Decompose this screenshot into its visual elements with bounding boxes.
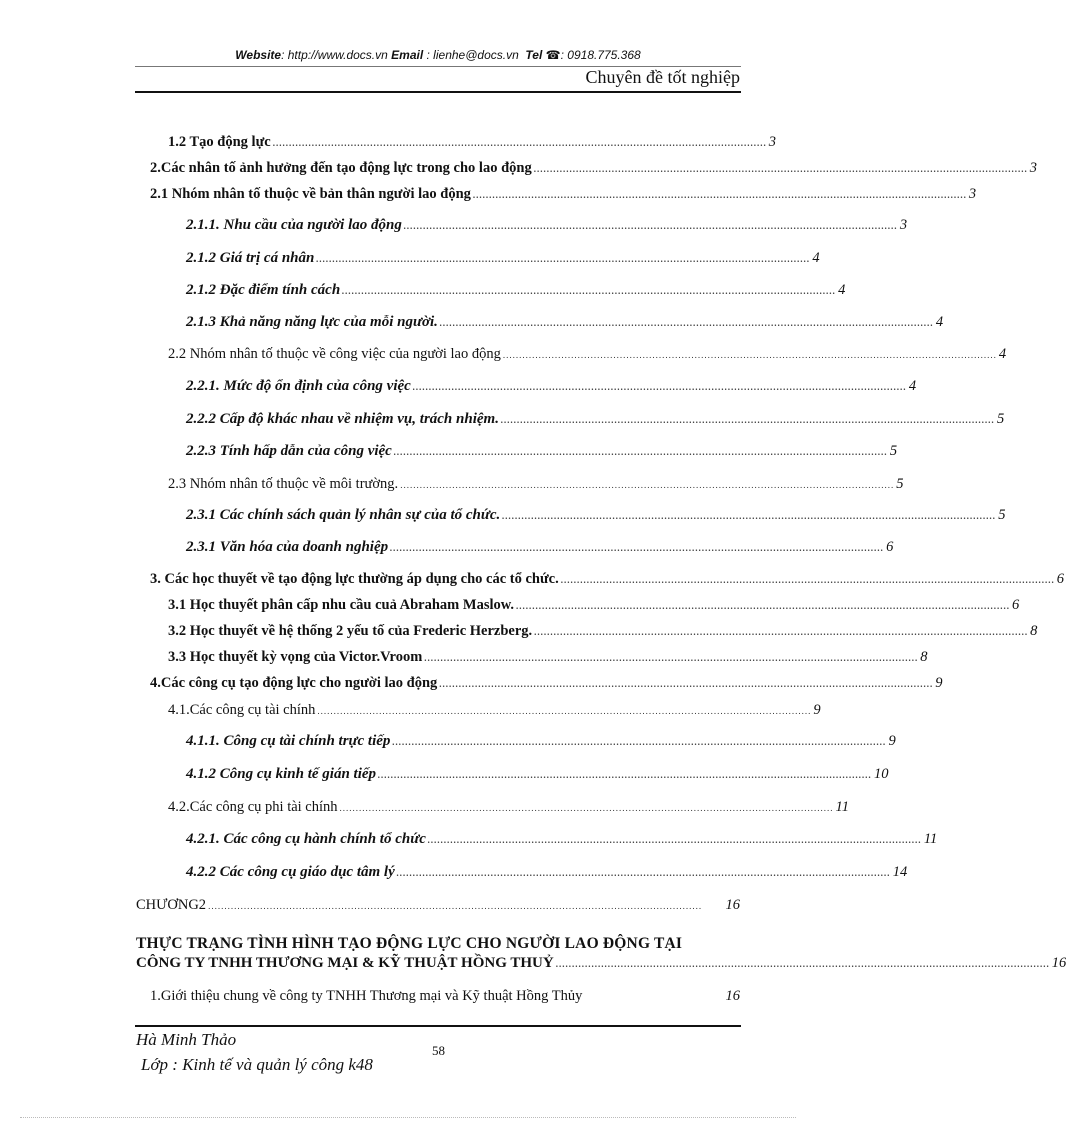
- toc-entry: 2.Các nhân tố ảnh hưởng đến tạo động lực trong cho lao động ........................................................................................................................................................ 3: [150, 160, 1037, 176]
- toc-entry: 2.3.1 Văn hóa của doanh nghiệp ........................................................................................................................................................ 6: [186, 539, 894, 555]
- toc-entry: 4.1.2 Công cụ kinh tế gián tiếp ........................................................................................................................................................ 10: [186, 766, 889, 782]
- toc-entry: 2.2.2 Cấp độ khác nhau về nhiệm vụ, trách nhiệm. ........................................................................................................................................................ 5: [186, 411, 1005, 427]
- toc-entry: 2.3 Nhóm nhân tố thuộc về môi trường. ........................................................................................................................................................ 5: [168, 476, 904, 492]
- tel-value: : 0918.775.368: [560, 48, 641, 62]
- toc-entry: 1.2 Tạo động lực ........................................................................................................................................................ 3: [168, 134, 776, 150]
- toc-entry: 2.1.2 Giá trị cá nhân ........................................................................................................................................................ 4: [186, 250, 820, 266]
- document-title: Chuyên đề tốt nghiệp: [585, 67, 740, 87]
- email-label: Email: [391, 48, 424, 62]
- chapter-title: [136, 930, 740, 958]
- toc-entry: 2.3.1 Các chính sách quản lý nhân sự của tổ chức. ........................................................................................................................................................ 5: [186, 507, 1006, 523]
- class-line: Lớp : Kinh tế và quản lý công k48: [141, 1055, 373, 1074]
- page-edge: [20, 1117, 796, 1118]
- toc-entry: CHƯƠNG2 ........................................................................................................................................................ 16: [136, 897, 740, 913]
- toc-entry: 4.1.Các công cụ tài chính ........................................................................................................................................................ 9: [168, 702, 821, 718]
- website-label: Website: [235, 48, 282, 62]
- toc-entry: 2.2 Nhóm nhân tố thuộc về công việc của người lao động ........................................................................................................................................................ 4: [168, 346, 1007, 362]
- toc-entry: 4.Các công cụ tạo động lực cho người lao động ........................................................................................................................................................ 9: [150, 675, 943, 691]
- toc-entry: 3. Các học thuyết về tạo động lực thường áp dụng cho các tổ chức. ........................................................................................................................................................ 6: [150, 571, 1064, 587]
- toc-entry: 2.1.1. Nhu cầu của người lao động ........................................................................................................................................................ 3: [186, 217, 908, 233]
- toc-entry: 3.2 Học thuyết về hệ thống 2 yếu tố của Frederic Herzberg. ........................................................................................................................................................ 8: [168, 623, 1038, 639]
- toc-entry: 4.2.1. Các công cụ hành chính tổ chức ........................................................................................................................................................ 11: [186, 831, 938, 847]
- toc-entry: 2.1 Nhóm nhân tố thuộc về bản thân người lao động ........................................................................................................................................................ 3: [150, 186, 977, 202]
- chapter-title-page: 16: [1051, 955, 1066, 971]
- header-thick-rule: [135, 91, 741, 93]
- toc-entry: 4.1.1. Công cụ tài chính trực tiếp ........................................................................................................................................................ 9: [186, 733, 896, 749]
- toc-entry: 2.1.2 Đặc điểm tính cách ........................................................................................................................................................ 4: [186, 282, 846, 298]
- intro-page: 16: [725, 988, 740, 1004]
- tel-label: Tel: [525, 48, 543, 62]
- chapter-title-line2-row: CÔNG TY TNHH THƯƠNG MẠI & KỸ THUẬT HỒNG THUỶ ........................................................................................................................................................ 16: [136, 955, 1066, 971]
- chapter-title-line1: THỰC TRẠNG TÌNH HÌNH TẠO ĐỘNG LỰC CHO NGƯỜI LAO ĐỘNG TẠI: [136, 935, 683, 952]
- toc-entry-page: 3: [768, 134, 776, 150]
- toc-entry: 4.2.2 Các công cụ giáo dục tâm lý ........................................................................................................................................................ 14: [186, 864, 908, 880]
- toc-entry: 2.2.1. Mức độ ổn định của công việc ........................................................................................................................................................ 4: [186, 378, 917, 394]
- phone-icon: ☎: [545, 48, 561, 62]
- toc-entry: 2.2.3 Tính hấp dẫn của công việc ........................................................................................................................................................ 5: [186, 443, 898, 459]
- author-name: Hà Minh Thảo: [136, 1030, 237, 1049]
- page-number: 58: [432, 1043, 445, 1058]
- toc-entry: 2.1.3 Khả năng năng lực của mỗi người. ........................................................................................................................................................ 4: [186, 314, 944, 330]
- toc-entry: [150, 988, 740, 1005]
- toc-entry: 3.3 Học thuyết kỳ vọng của Victor.Vroom ........................................................................................................................................................ 8: [168, 649, 928, 665]
- chapter-title-line2: CÔNG TY TNHH THƯƠNG MẠI & KỸ THUẬT HỒNG THUỶ: [136, 955, 554, 971]
- website-value: : http://www.docs.vn: [281, 48, 388, 62]
- intro-label: 1.Giới thiệu chung về công ty TNHH Thương mại và Kỹ thuật Hồng Thủy: [150, 988, 583, 1004]
- toc-entry-label: 1.2 Tạo động lực: [168, 134, 271, 150]
- footer-rule: [135, 1025, 741, 1027]
- toc-entry: 3.1 Học thuyết phân cấp nhu cầu cuả Abraham Maslow. ........................................................................................................................................................ 6: [168, 597, 1020, 613]
- email-value: : lienhe@docs.vn: [426, 48, 519, 62]
- website-header: [135, 48, 741, 62]
- toc-entry: 4.2.Các công cụ phi tài chính ........................................................................................................................................................ 11: [168, 799, 849, 815]
